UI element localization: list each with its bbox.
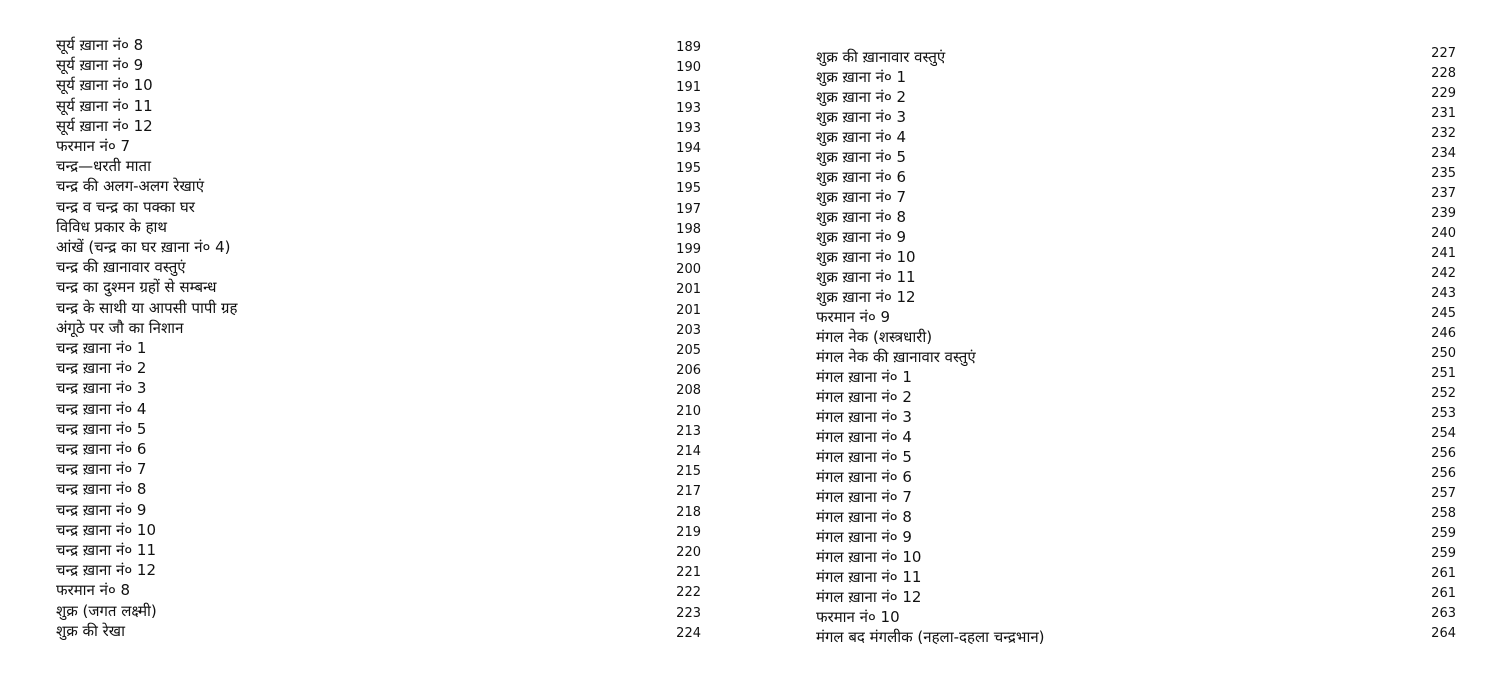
toc-entry <box>56 418 701 438</box>
toc-entry <box>56 600 701 620</box>
toc-entry-page-number: 222 <box>676 585 701 601</box>
toc-entry-page-number: 214 <box>676 444 701 459</box>
toc-entry-title: चन्द्र ख़ाना नं० 8 <box>56 480 147 499</box>
toc-entry-title: मंगल ख़ाना नं० 12 <box>816 588 922 606</box>
toc-entry <box>56 499 701 519</box>
toc-entry <box>816 206 1456 226</box>
toc-entry <box>816 446 1456 466</box>
toc-entry-page-number: 194 <box>676 141 701 156</box>
toc-entry-title: शुक्र ख़ाना नं० 11 <box>816 268 916 286</box>
toc-entry-title: आंखें (चन्द्र का घर ख़ाना नं० 4) <box>56 238 231 256</box>
toc-entry-title: मंगल ख़ाना नं० 5 <box>816 448 912 466</box>
toc-entry-page-number: 242 <box>1431 266 1456 281</box>
toc-entry-title: मंगल ख़ाना नं० 4 <box>816 428 912 446</box>
toc-entry <box>816 526 1456 546</box>
toc-entry <box>816 126 1456 146</box>
toc-entry <box>56 377 701 397</box>
toc-entry-page-number: 200 <box>676 262 701 278</box>
toc-entry-page-number: 195 <box>676 161 701 177</box>
toc-entry-page-number: 223 <box>676 605 701 621</box>
toc-entry-title: मंगल ख़ाना नं० 11 <box>816 568 922 586</box>
toc-entry-title: चन्द्र ख़ाना नं० 9 <box>56 500 147 519</box>
toc-entry <box>816 346 1456 366</box>
toc-entry-page-number: 252 <box>1431 386 1456 401</box>
toc-entry-title: मंगल ख़ाना नं० 7 <box>816 488 912 506</box>
toc-entry-page-number: 195 <box>676 181 701 197</box>
toc-entry-title: मंगल ख़ाना नं० 6 <box>816 468 912 486</box>
toc-entry-page-number: 228 <box>1431 66 1456 81</box>
toc-entry <box>56 620 701 640</box>
toc-entry-page-number: 190 <box>676 60 701 76</box>
toc-entry <box>816 506 1456 526</box>
toc-entry <box>816 386 1456 406</box>
toc-entry-title: मंगल नेक (शस्त्रधारी) <box>816 328 933 346</box>
toc-entry <box>816 426 1456 446</box>
toc-entry-page-number: 191 <box>676 80 701 96</box>
toc-entry-page-number: 189 <box>676 40 701 55</box>
toc-entry-page-number: 245 <box>1431 306 1456 321</box>
toc-entry-page-number: 208 <box>676 383 701 399</box>
toc-entry <box>816 486 1456 506</box>
toc-entry-page-number: 229 <box>1431 86 1456 101</box>
toc-entry <box>816 326 1456 346</box>
toc-entry-page-number: 224 <box>676 625 701 641</box>
toc-entry-title: चन्द्र का दुश्मन ग्रहों से सम्बन्ध <box>56 278 217 297</box>
toc-entry-title: शुक्र ख़ाना नं० 1 <box>816 68 907 86</box>
toc-entry-title: चन्द्र की अलग-अलग रेखाएं <box>56 177 204 196</box>
toc-entry-page-number: 218 <box>676 504 701 520</box>
toc-entry <box>56 115 701 135</box>
toc-entry <box>816 406 1456 426</box>
toc-entry <box>56 559 701 579</box>
toc-entry-title: शुक्र की ख़ानावार वस्तुएं <box>816 48 946 66</box>
toc-entry-title: फरमान नं० 7 <box>56 137 131 155</box>
toc-entry-page-number: 232 <box>1431 126 1456 141</box>
toc-entry-title: शुक्र ख़ाना नं० 12 <box>816 288 916 306</box>
toc-entry <box>816 66 1456 86</box>
toc-entry-page-number: 259 <box>1431 526 1456 541</box>
toc-entry-page-number: 243 <box>1431 286 1456 301</box>
toc-entry <box>56 34 701 54</box>
toc-entry <box>56 135 701 155</box>
toc-entry <box>56 519 701 539</box>
toc-entry-page-number: 250 <box>1431 346 1456 361</box>
toc-entry-page-number: 256 <box>1431 466 1456 481</box>
toc-entry-title: शुक्र (जगत लक्ष्मी) <box>56 601 157 620</box>
toc-entry-title: शुक्र ख़ाना नं० 7 <box>816 188 907 206</box>
toc-entry-title: मंगल ख़ाना नं० 10 <box>816 548 922 566</box>
toc-entry-title: सूर्य ख़ाना नं० 10 <box>56 76 153 95</box>
toc-entry <box>56 216 701 236</box>
toc-entry <box>816 46 1456 66</box>
toc-entry-title: सूर्य ख़ाना नं० 9 <box>56 56 144 75</box>
toc-entry-title: शुक्र की रेखा <box>56 621 125 640</box>
toc-entry-title: चन्द्र ख़ाना नं० 5 <box>56 419 147 438</box>
toc-entry-page-number: 231 <box>1431 106 1456 121</box>
toc-entry-title: शुक्र ख़ाना नं० 8 <box>816 208 907 226</box>
toc-entry <box>56 54 701 74</box>
toc-entry-page-number: 234 <box>1431 146 1456 161</box>
toc-entry-title: चन्द्र के साथी या आपसी पापी ग्रह <box>56 298 238 317</box>
toc-entry-title: मंगल नेक की ख़ानावार वस्तुएं <box>816 348 976 366</box>
toc-entry-page-number: 235 <box>1431 166 1456 181</box>
toc-entry <box>56 478 701 498</box>
toc-entry-title: चन्द्र ख़ाना नं० 7 <box>56 460 147 479</box>
toc-entry <box>56 95 701 115</box>
toc-entry-page-number: 213 <box>676 423 701 439</box>
toc-entry-title: चन्द्र—धरती माता <box>56 157 151 176</box>
toc-entry-page-number: 193 <box>676 120 701 136</box>
toc-entry <box>816 626 1456 646</box>
toc-entry-page-number: 258 <box>1431 506 1456 521</box>
toc-entry-page-number: 227 <box>1431 46 1456 61</box>
toc-entry <box>56 155 701 175</box>
toc-entry-page-number: 193 <box>676 100 701 116</box>
toc-entry <box>56 539 701 559</box>
toc-entry-page-number: 261 <box>1431 586 1456 601</box>
toc-entry-title: विविध प्रकार के हाथ <box>56 217 168 236</box>
toc-entry <box>816 606 1456 626</box>
toc-entry-page-number: 199 <box>676 242 701 257</box>
toc-entry <box>56 317 701 337</box>
toc-entry-page-number: 259 <box>1431 546 1456 561</box>
toc-entry <box>816 286 1456 306</box>
toc-entry <box>816 246 1456 266</box>
toc-entry-page-number: 239 <box>1431 206 1456 221</box>
toc-entry <box>56 175 701 195</box>
toc-entry-page-number: 217 <box>676 484 701 500</box>
toc-entry <box>56 357 701 377</box>
toc-entry <box>816 306 1456 326</box>
toc-entry <box>56 337 701 357</box>
toc-entry-title: शुक्र ख़ाना नं० 10 <box>816 248 916 266</box>
toc-entry-title: शुक्र ख़ाना नं० 4 <box>816 128 907 146</box>
toc-entry-page-number: 220 <box>676 545 701 560</box>
toc-entry <box>56 74 701 94</box>
toc-entry-title: सूर्य ख़ाना नं० 11 <box>56 96 153 115</box>
toc-entry-title: सूर्य ख़ाना नं० 12 <box>56 116 153 135</box>
toc-entry-title: चन्द्र ख़ाना नं० 4 <box>56 399 147 418</box>
toc-entry-page-number: 257 <box>1431 486 1456 501</box>
toc-entry-title: चन्द्र ख़ाना नं० 6 <box>56 440 147 458</box>
toc-entry-title: चन्द्र ख़ाना नं० 1 <box>56 339 147 357</box>
toc-entry-title: मंगल ख़ाना नं० 3 <box>816 408 912 426</box>
toc-entry <box>816 566 1456 586</box>
toc-entry-page-number: 210 <box>676 403 701 419</box>
toc-entry <box>816 546 1456 566</box>
toc-entry-title: सूर्य ख़ाना नं० 8 <box>56 36 144 54</box>
toc-entry-title: मंगल ख़ाना नं० 2 <box>816 388 912 406</box>
toc-entry-page-number: 240 <box>1431 226 1456 241</box>
toc-entry-page-number: 203 <box>676 322 701 338</box>
toc-entry-page-number: 253 <box>1431 406 1456 421</box>
toc-entry-page-number: 241 <box>1431 246 1456 261</box>
toc-entry-page-number: 256 <box>1431 446 1456 461</box>
toc-entry <box>816 106 1456 126</box>
toc-entry <box>816 466 1456 486</box>
toc-entry-title: शुक्र ख़ाना नं० 3 <box>816 108 907 126</box>
toc-entry-title: मंगल ख़ाना नं० 1 <box>816 368 912 386</box>
toc-entry-page-number: 206 <box>676 363 701 379</box>
toc-entry-title: फरमान नं० 8 <box>56 581 131 600</box>
toc-entry <box>56 256 701 276</box>
toc-entry <box>816 146 1456 166</box>
toc-entry <box>816 186 1456 206</box>
toc-entry-page-number: 205 <box>676 343 701 358</box>
toc-entry-title: चन्द्र ख़ाना नं० 12 <box>56 561 157 580</box>
toc-entry-title: मंगल ख़ाना नं० 8 <box>816 508 912 526</box>
toc-entry-page-number: 254 <box>1431 426 1456 441</box>
toc-entry-title: फरमान नं० 9 <box>816 308 891 326</box>
toc-entry-title: शुक्र ख़ाना नं० 2 <box>816 88 907 106</box>
toc-entry-title: फरमान नं० 10 <box>816 608 900 626</box>
toc-entry-title: चन्द्र व चन्द्र का पक्का घर <box>56 197 195 216</box>
toc-entry <box>56 276 701 296</box>
toc-entry-title: चन्द्र की ख़ानावार वस्तुएं <box>56 258 186 277</box>
toc-entry <box>56 297 701 317</box>
toc-entry-title: चन्द्र ख़ाना नं० 11 <box>56 541 157 559</box>
toc-entry-page-number: 251 <box>1431 366 1456 381</box>
toc-entry-page-number: 263 <box>1431 606 1456 621</box>
toc-entry-page-number: 201 <box>676 282 701 298</box>
toc-entry-page-number: 261 <box>1431 566 1456 581</box>
toc-entry <box>816 586 1456 606</box>
toc-entry <box>56 579 701 599</box>
toc-entry-title: चन्द्र ख़ाना नं० 10 <box>56 520 157 539</box>
toc-entry-page-number: 201 <box>676 302 701 318</box>
toc-entry-page-number: 197 <box>676 201 701 217</box>
toc-entry <box>56 196 701 216</box>
toc-entry-title: शुक्र ख़ाना नं० 6 <box>816 168 907 186</box>
toc-entry <box>816 226 1456 246</box>
toc-entry <box>56 398 701 418</box>
toc-entry-title: शुक्र ख़ाना नं० 9 <box>816 228 907 246</box>
toc-entry <box>816 86 1456 106</box>
toc-entry-page-number: 221 <box>676 565 701 581</box>
toc-entry-title: शुक्र ख़ाना नं० 5 <box>816 148 907 166</box>
toc-entry <box>56 236 701 256</box>
toc-entry-title: चन्द्र ख़ाना नं० 3 <box>56 379 147 398</box>
toc-entry <box>816 366 1456 386</box>
toc-entry-page-number: 198 <box>676 221 701 237</box>
toc-entry <box>816 266 1456 286</box>
toc-entry-page-number: 219 <box>676 524 701 540</box>
toc-entry-title: चन्द्र ख़ाना नं० 2 <box>56 359 147 378</box>
toc-entry <box>816 166 1456 186</box>
toc-entry-title: अंगूठे पर जौ का निशान <box>56 318 184 337</box>
toc-entry-title: मंगल बद मंगलीक (नहला-दहला चन्द्रभान) <box>816 628 1045 646</box>
toc-entry <box>56 458 701 478</box>
toc-entry-page-number: 237 <box>1431 186 1456 201</box>
toc-entry <box>56 438 701 458</box>
toc-entry-page-number: 246 <box>1431 326 1456 341</box>
toc-entry-title: मंगल ख़ाना नं० 9 <box>816 528 912 546</box>
toc-entry-page-number: 264 <box>1431 626 1456 641</box>
toc-entry-page-number: 215 <box>676 464 701 480</box>
